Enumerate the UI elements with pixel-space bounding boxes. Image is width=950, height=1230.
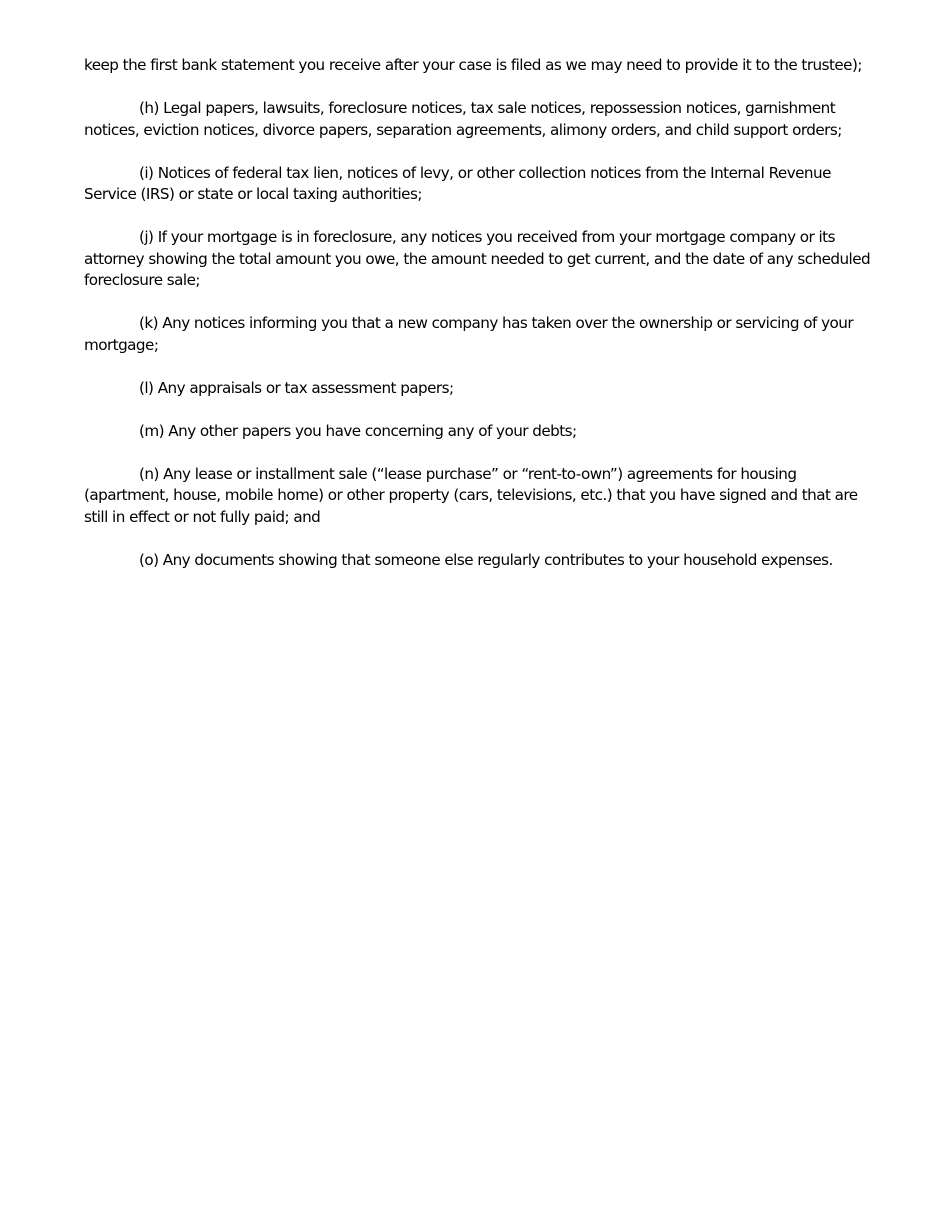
paragraph-h: (h) Legal papers, lawsuits, foreclosure notices, tax sale notices, repossession notices, garnishment notices, eviction notices, divorce papers, separation agreements, alimony orders, and child support orders;: [84, 99, 842, 139]
paragraph-l: (l) Any appraisals or tax assessment papers;: [139, 378, 454, 397]
paragraph-g-continued: keep the first bank statement you receive after your case is filed as we may need to provide it to the trustee);: [84, 56, 862, 74]
paragraph-m: (m) Any other papers you have concerning any of your debts;: [139, 421, 577, 440]
paragraph-n: (n) Any lease or installment sale (“lease purchase” or “rent-to-own”) agreements for housing (apartment, house, mobile home) or other property (cars, televisions, etc.) that you have signed and that are still in effect or not fully paid; and: [84, 464, 858, 526]
paragraph-k: (k) Any notices informing you that a new company has taken over the ownership or servicing of your mortgage;: [84, 314, 854, 354]
paragraph-o: (o) Any documents showing that someone else regularly contributes to your household expenses.: [139, 550, 833, 569]
document-page: [84, 55, 874, 593]
paragraph-j: (j) If your mortgage is in foreclosure, any notices you received from your mortgage company or its attorney showing the total amount you owe, the amount needed to get current, and the date of any scheduled foreclosure sale;: [84, 228, 871, 289]
paragraph-i: (i) Notices of federal tax lien, notices of levy, or other collection notices from the Internal Revenue Service (IRS) or state or local taxing authorities;: [84, 163, 831, 203]
